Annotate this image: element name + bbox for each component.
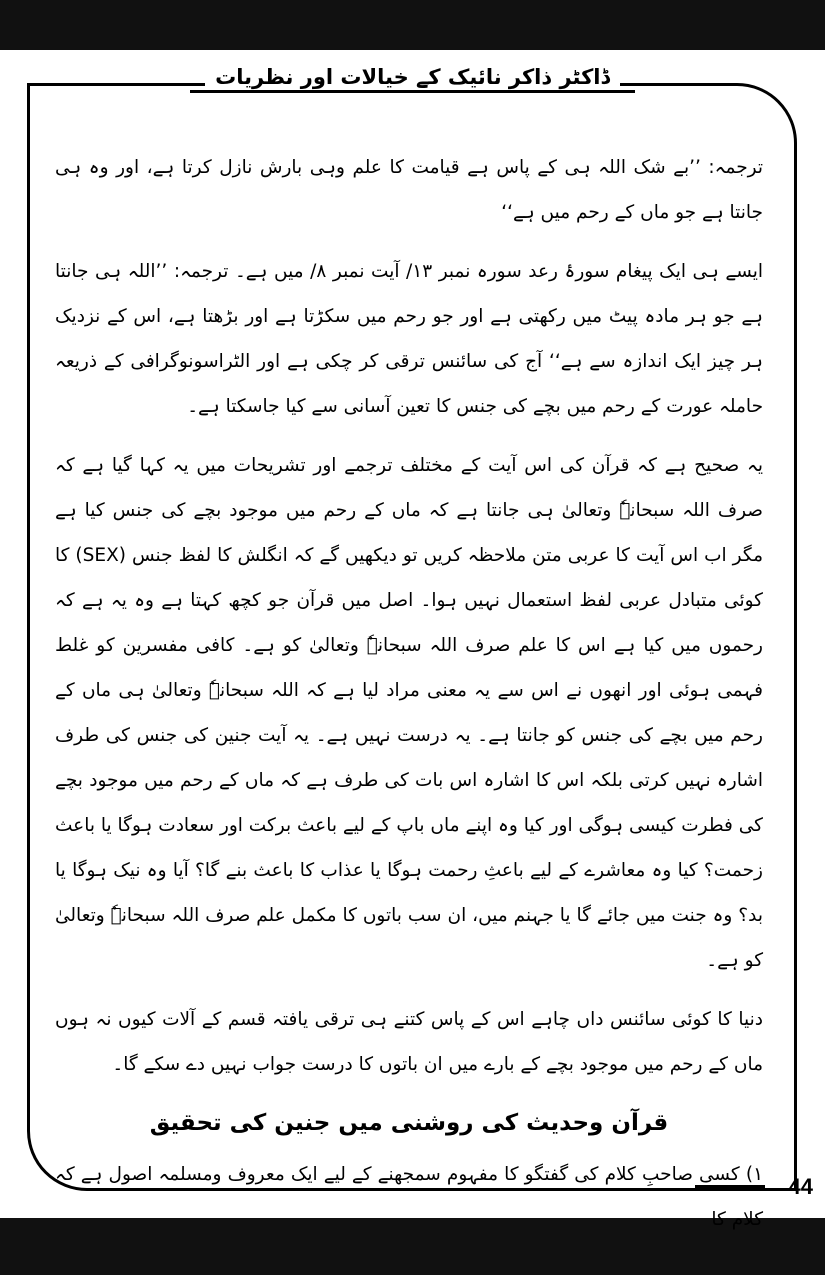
paragraph-surah-raad: ایسے ہی ایک پیغام سورۂ رعد سورہ نمبر ۱۳/ آیت نمبر ۸/ میں ہے۔ ترجمہ: ’’اللہ ہی جانتا ہے جو ہر مادہ پیٹ میں رکھتی ہے اور جو رحم میں سکڑتا ہے اور بڑھتا ہے، اس کے نزدیک ہر چیز ایک اندازہ سے ہے‘‘ آج کی سائنس ترقی کر چکی ہے اور الٹراسونوگرافی کے ذریعہ حاملہ عورت کے رحم میں بچے کی جنس کا تعین آسانی سے کیا جاسکتا ہے۔: [55, 261, 763, 417]
section-heading: قرآن وحدیث کی روشنی میں جنین کی تحقیق: [149, 1110, 669, 1136]
header-title: ڈاکٹر ذاکر نائیک کے خیالات اور نظریات: [205, 65, 620, 89]
header-rule: [190, 90, 635, 93]
list-item: ۱) کسی صاحبِ کلام کی گفتگو کا مفہوم سمجھنے کے لیے ایک معروف ومسلمہ اصول ہے کہ کلام کا: [55, 1164, 763, 1230]
paragraph-explanation: یہ صحیح ہے کہ قرآن کی اس آیت کے مختلف ترجمے اور تشریحات میں یہ کہا گیا ہے کہ صرف اللہ سبحانہٗ وتعالیٰ ہی جانتا ہے کہ ماں کے رحم میں موجود بچے کی جنس کیا ہے مگر اب اس آیت کا عربی متن ملاحظہ کریں تو دیکھیں گے کہ انگلش کا لفظ جنس (SEX) کا کوئی متبادل عربی لفظ استعمال نہیں ہوا۔ اصل میں قرآن جو کچھ کہتا ہے وہ یہ ہے کہ رحموں میں کیا ہے اس کا علم صرف اللہ سبحانہٗ وتعالیٰ کو ہے۔ کافی مفسرین کو غلط فہمی ہوئی اور انھوں نے اس سے یہ معنی مراد لیا ہے کہ اللہ سبحانہٗ وتعالیٰ ہی ماں کے رحم میں بچے کی جنس کو جانتا ہے۔ یہ درست نہیں ہے۔ یہ آیت جنین کی جنس کی طرف اشارہ نہیں کرتی بلکہ اس کا اشارہ اس بات کی طرف ہے کہ ماں کے رحم میں موجود بچے کی فطرت کیسی ہوگی اور کیا وہ اپنے ماں باپ کے لیے باعث برکت اور سعادت ہوگا یا باعث زحمت؟ کیا وہ معاشرے کے لیے باعثِ رحمت ہوگا یا عذاب کا باعث بنے گا؟ آیا وہ نیک ہوگا یا بد؟ وہ جنت میں جائے گا یا جہنم میں، ان سب باتوں کا مکمل علم صرف اللہ سبحانہٗ وتعالیٰ کو ہے۔: [55, 455, 763, 971]
page-content: [55, 145, 763, 1242]
paragraph-translation-1: ترجمہ: ’’بے شک اللہ ہی کے پاس ہے قیامت کا علم وہی بارش نازل کرتا ہے، اور وہ ہی جانتا ہے جو ماں کے رحم میں ہے‘‘: [55, 157, 763, 223]
page-number-rule: [695, 1185, 765, 1188]
running-header: [0, 65, 825, 89]
book-page: [0, 50, 825, 1230]
paragraph-science: دنیا کا کوئی سائنس داں چاہے اس کے پاس کتنے ہی ترقی یافتہ قسم کے آلات کیوں نہ ہوں ماں کے رحم میں موجود بچے کے بارے میں ان باتوں کا درست جواب نہیں دے سکے گا۔: [55, 1009, 763, 1075]
page-number: 44: [788, 1174, 813, 1199]
